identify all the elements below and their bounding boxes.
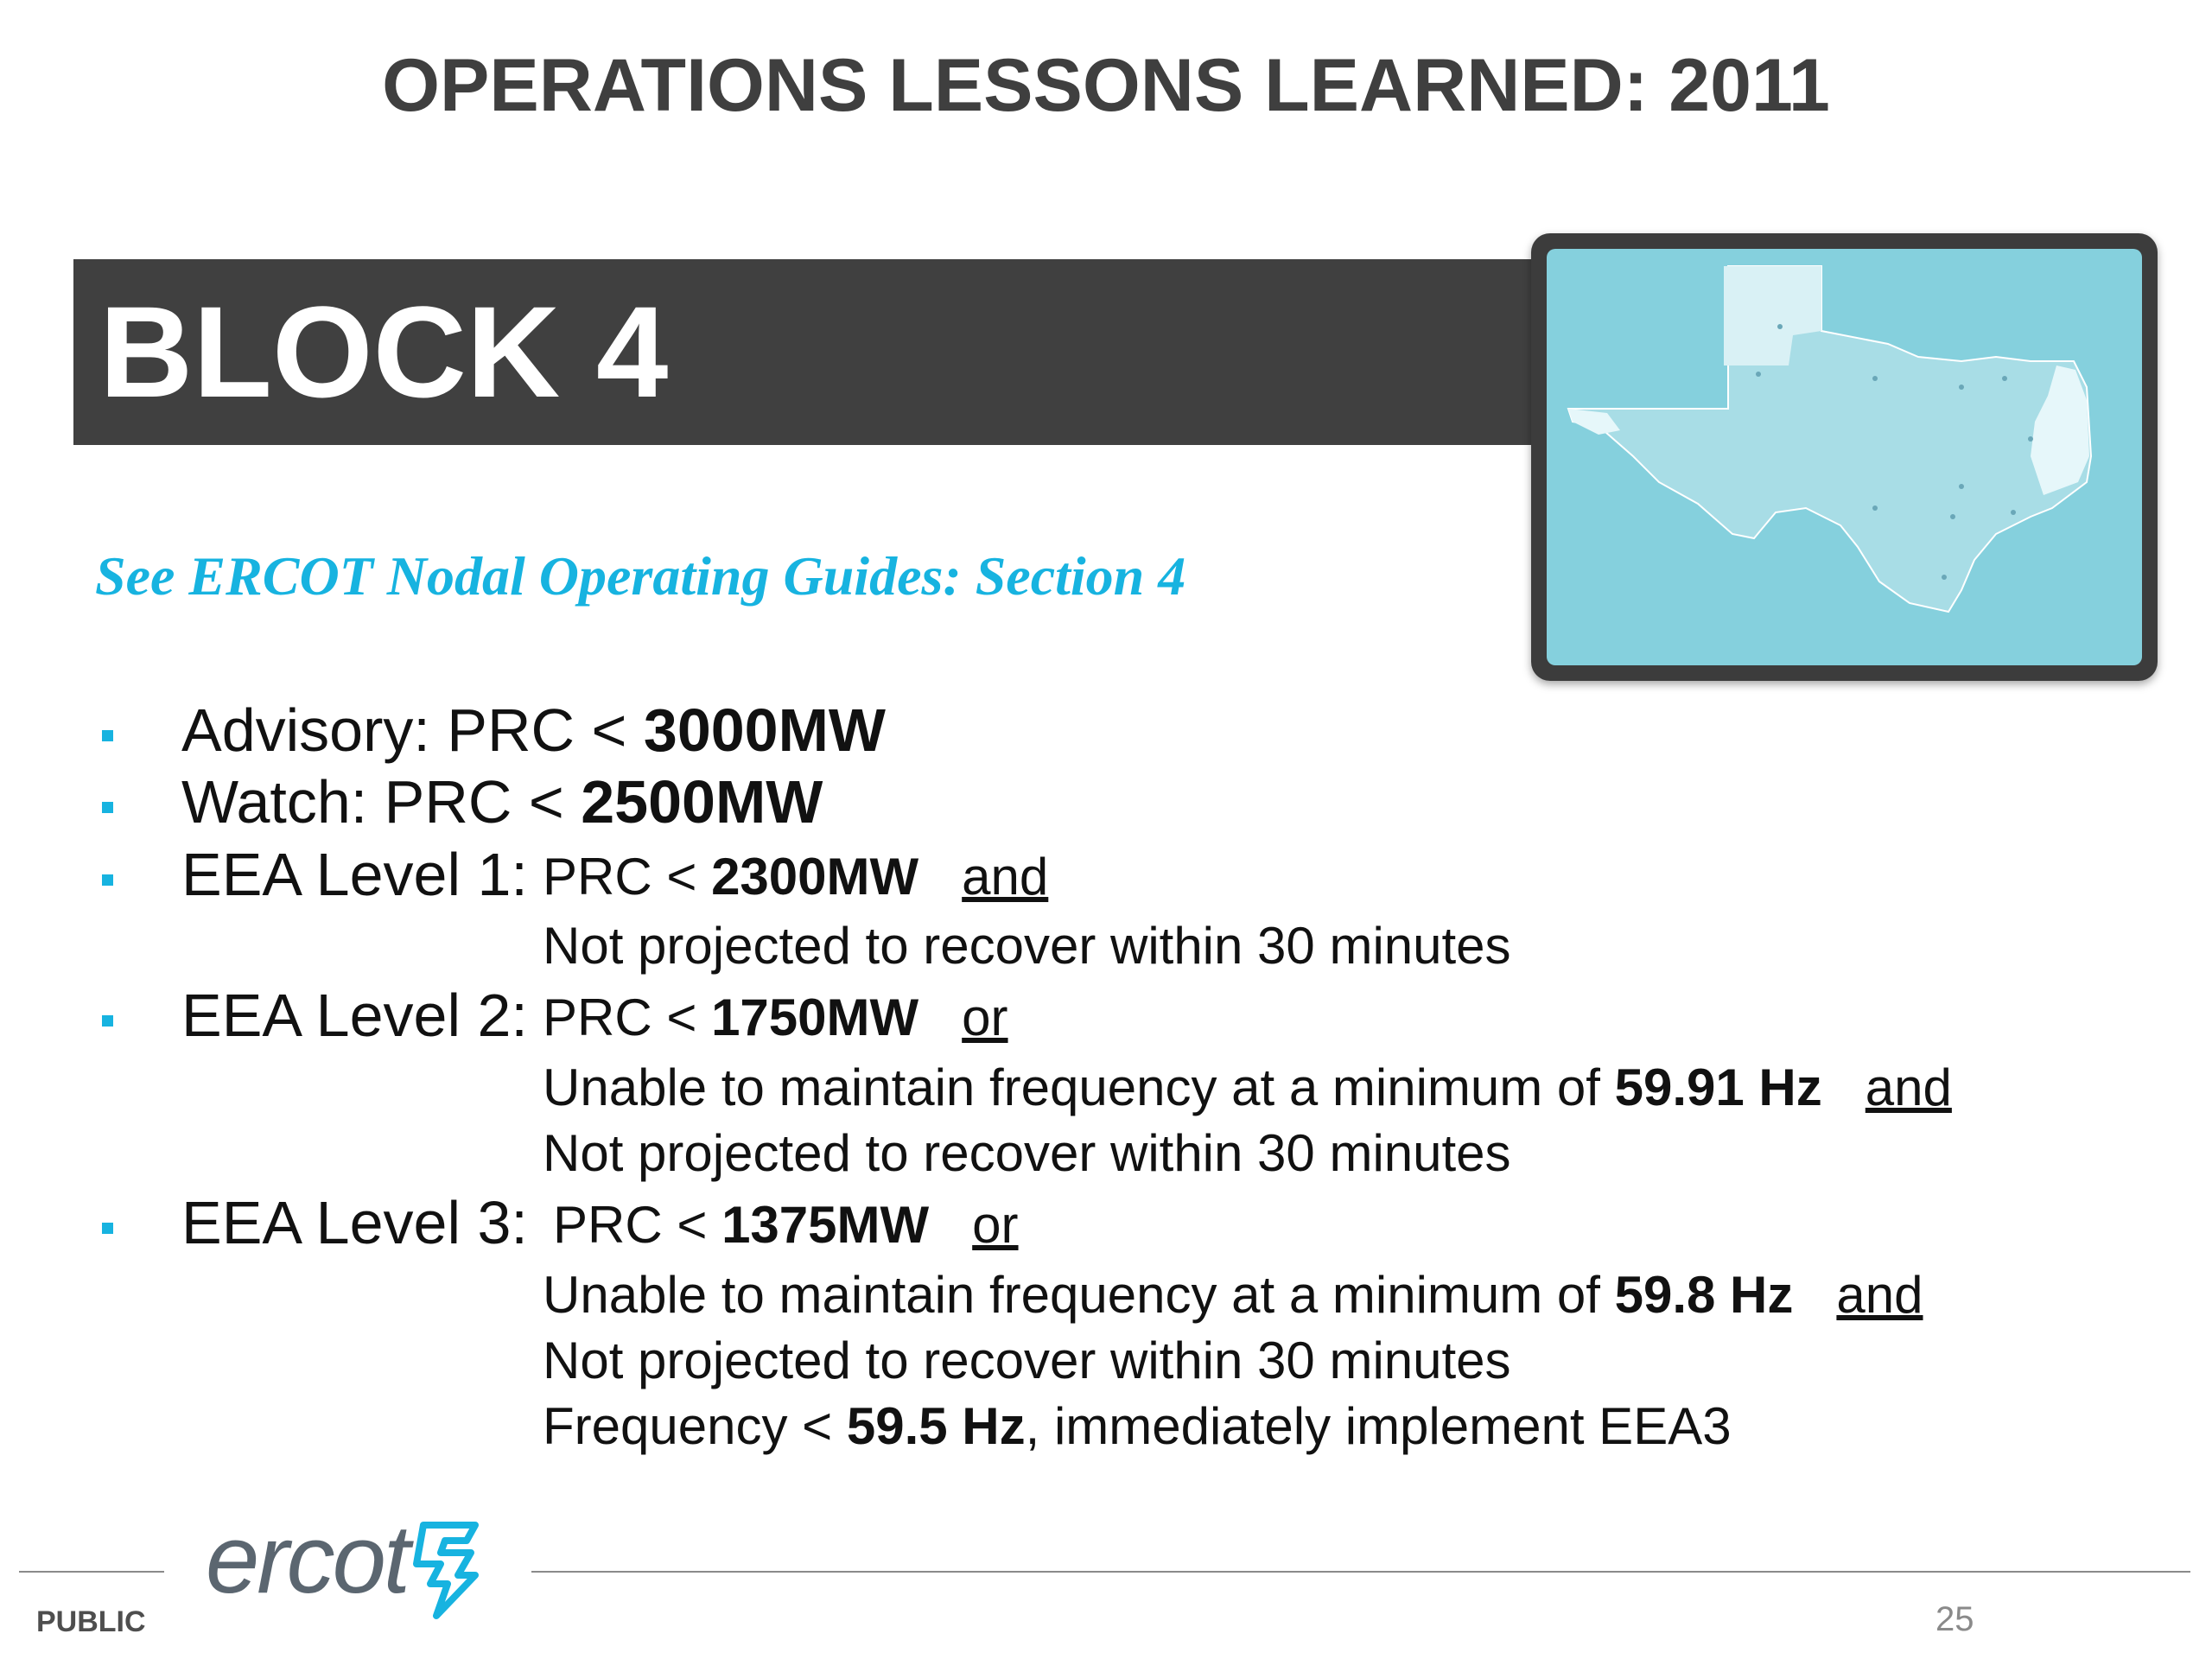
page-title: OPERATIONS LESSONS LEARNED: 2011 [382,44,1830,127]
list-item-eea3-line2: Not projected to recover within 30 minutes [543,1332,1511,1389]
classification-label: PUBLIC [36,1605,146,1638]
footer-divider-right [531,1571,2190,1573]
block-banner [73,259,1551,445]
list-item-eea1-line: Not projected to recover within 30 minutes [543,917,1511,975]
ercot-logo: ercot [206,1505,408,1613]
bullet-icon [102,1015,113,1027]
page-number: 25 [1936,1600,1974,1638]
list-item-eea3-label: EEA Level 3: [181,1189,528,1256]
list-item-eea2-label: EEA Level 2: [181,982,528,1049]
list-item-value: 2500MW [581,768,823,836]
block-title: BLOCK 4 [99,279,669,424]
list-item-eea2-line2: Not projected to recover within 30 minutes [543,1124,1511,1182]
guide-reference: See ERCOT Nodal Operating Guides: Section 4 [95,545,1186,607]
bullet-icon [102,1223,113,1234]
list-item-eea2-condition: PRC < 1750MW or [543,988,1008,1046]
list-item-eea3-line3: Frequency < 59.5 Hz, immediately implement EEA3 [543,1397,1732,1455]
list-item-value: 3000MW [643,696,886,764]
bullet-icon [102,802,113,813]
bullet-icon [102,874,113,886]
map-frame [1531,233,2158,681]
list-item-advisory [181,696,886,765]
footer-divider-left [19,1571,164,1573]
list-item-eea1-condition: PRC < 2300MW and [543,848,1049,906]
list-item-eea3-line1: Unable to maintain frequency at a minimum of 59.8 Hz and [543,1266,1923,1324]
list-item-eea2-line1: Unable to maintain frequency at a minimum of 59.91 Hz and [543,1058,1952,1116]
list-item-watch [181,767,823,836]
list-item-eea1-label: EEA Level 1: [181,841,528,908]
list-item-label: Watch: PRC < [181,768,582,836]
texas-map-icon [1547,249,2142,665]
ercot-logo-icon [406,1516,493,1624]
bullet-icon [102,730,113,741]
list-item-eea3-condition: PRC < 1375MW or [553,1196,1019,1254]
list-item-label: Advisory: PRC < [181,696,644,764]
